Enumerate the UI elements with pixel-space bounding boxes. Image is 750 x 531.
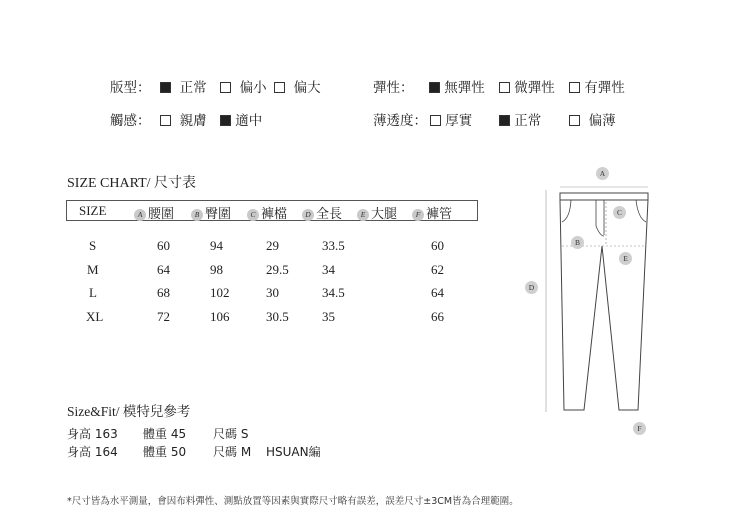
elasticity-option-yes: 有彈性	[569, 76, 625, 96]
column-thigh: E 大腿	[357, 203, 397, 222]
size-chart-header	[66, 200, 478, 221]
checkbox-empty	[160, 115, 171, 126]
left-pocket	[562, 200, 571, 222]
value-cell: 29	[266, 238, 279, 253]
badge-c-icon: C	[247, 209, 259, 221]
model-size: 尺碼 S	[213, 427, 249, 441]
sheer-label: 薄透度：	[373, 113, 427, 129]
fit-label: 版型：	[110, 80, 151, 96]
badge-d-icon: D	[302, 209, 314, 221]
size-cell: S	[89, 238, 97, 253]
fit-option-large: 偏大	[274, 76, 321, 96]
size-cell: XL	[86, 309, 104, 324]
fit-option-small: 偏小	[220, 76, 267, 96]
label-f-icon: F	[633, 422, 646, 435]
value-cell: 35	[322, 309, 335, 324]
size-cell: L	[89, 285, 97, 300]
checkbox-checked	[499, 115, 510, 126]
elasticity-row	[373, 76, 653, 94]
checkbox-empty	[569, 82, 580, 93]
value-cell: 98	[210, 262, 223, 277]
feel-row	[110, 109, 350, 127]
elasticity-option-slight: 微彈性	[499, 76, 555, 96]
label-c-icon: C	[613, 206, 626, 219]
value-cell: 106	[210, 309, 230, 324]
size-cell: M	[87, 262, 99, 277]
pants-fly	[596, 200, 604, 236]
model-weight: 體重 50	[143, 445, 187, 459]
badge-b-icon: B	[191, 209, 203, 221]
label-b-icon: B	[571, 236, 584, 249]
model-height: 身高 163	[67, 427, 118, 441]
pants-waistband	[560, 193, 648, 200]
sheer-option-thick: 厚實	[430, 109, 472, 129]
value-cell: 30	[266, 285, 279, 300]
checkbox-empty	[499, 82, 510, 93]
sheer-row	[373, 109, 653, 127]
right-pocket	[636, 200, 646, 222]
model-note: HSUAN編	[266, 445, 321, 459]
value-cell: 66	[431, 309, 444, 324]
column-rise: C 褲檔	[247, 203, 287, 222]
checkbox-empty	[274, 82, 285, 93]
value-cell: 68	[157, 285, 170, 300]
pants-diagram	[540, 180, 660, 420]
fit-option-normal: 正常	[160, 76, 207, 96]
checkbox-checked	[160, 82, 171, 93]
badge-a-icon: A	[134, 209, 146, 221]
value-cell: 34.5	[322, 285, 345, 300]
feel-option-soft: 親膚	[160, 109, 207, 129]
value-cell: 29.5	[266, 262, 289, 277]
checkbox-checked	[220, 115, 231, 126]
elasticity-option-none: 無彈性	[429, 76, 485, 96]
model-size: 尺碼 M	[213, 445, 252, 459]
sheer-option-normal: 正常	[499, 109, 541, 129]
fit-row	[110, 76, 350, 94]
model-height: 身高 164	[67, 445, 118, 459]
value-cell: 72	[157, 309, 170, 324]
label-d-icon: D	[525, 281, 538, 294]
value-cell: 60	[431, 238, 444, 253]
label-e-icon: E	[619, 252, 632, 265]
value-cell: 30.5	[266, 309, 289, 324]
label-a-icon: A	[596, 167, 609, 180]
value-cell: 34	[322, 262, 335, 277]
elasticity-label: 彈性：	[373, 80, 414, 96]
checkbox-empty	[430, 115, 441, 126]
sheer-option-thin: 偏薄	[569, 109, 616, 129]
feel-label: 觸感：	[110, 113, 151, 129]
value-cell: 60	[157, 238, 170, 253]
column-hip: B 臀圍	[191, 203, 231, 222]
model-weight: 體重 45	[143, 427, 187, 441]
badge-f-icon: F	[412, 209, 424, 221]
value-cell: 102	[210, 285, 230, 300]
value-cell: 94	[210, 238, 223, 253]
column-waist: A 腰圍	[134, 203, 174, 222]
size-column-header: SIZE	[79, 203, 107, 218]
value-cell: 62	[431, 262, 444, 277]
badge-e-icon: E	[357, 209, 369, 221]
size-chart-title: SIZE CHART/ 尺寸表	[67, 176, 197, 191]
model-fit-title: Size&Fit/ 模特兒參考	[67, 404, 191, 419]
feel-option-moderate: 適中	[220, 109, 262, 129]
checkbox-empty	[569, 115, 580, 126]
value-cell: 33.5	[322, 238, 345, 253]
measurement-footnote: *尺寸皆為水平測量，會因布料彈性、測點放置等因素與實際尺寸略有誤差，誤差尺寸±3CM皆為合理範圍。	[67, 496, 519, 507]
value-cell: 64	[431, 285, 444, 300]
column-hem: F 褲管	[412, 203, 452, 222]
column-length: D 全長	[302, 203, 342, 222]
value-cell: 64	[157, 262, 170, 277]
checkbox-empty	[220, 82, 231, 93]
checkbox-checked	[429, 82, 440, 93]
